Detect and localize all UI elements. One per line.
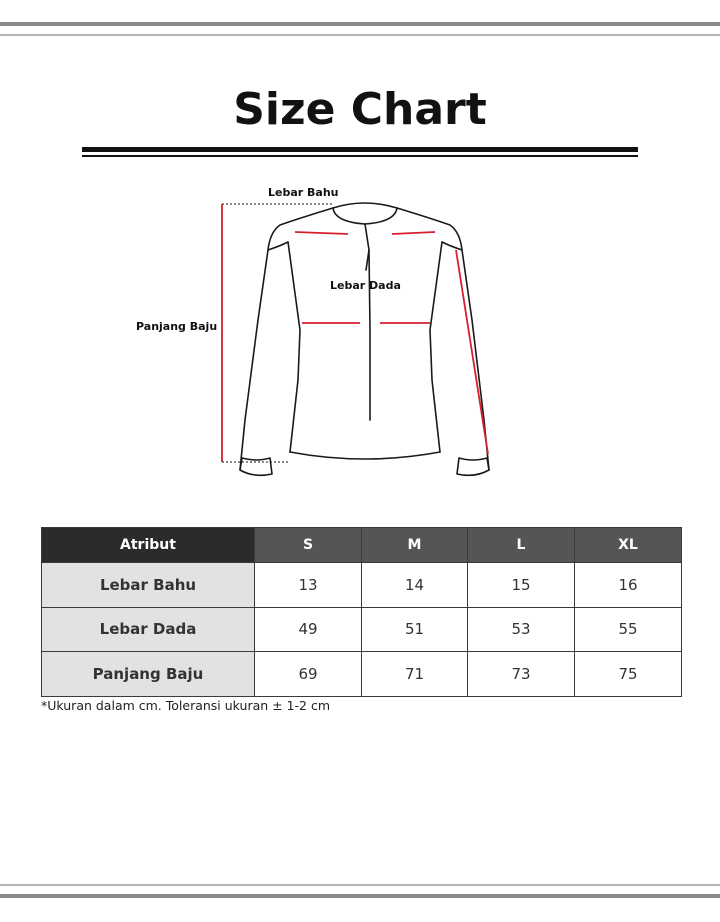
table-cell: 75 (575, 652, 682, 697)
shoulder-measure-right (392, 232, 435, 234)
table-cell: 73 (468, 652, 575, 697)
table-cell: 53 (468, 607, 575, 652)
table-cell: 71 (362, 652, 468, 697)
table-row (42, 563, 682, 608)
header-atribut: Atribut (42, 528, 255, 563)
table-row (42, 652, 682, 697)
row-label: Lebar Dada (42, 607, 255, 652)
header-size-s: S (255, 528, 362, 563)
label-panjang-baju: Panjang Baju (136, 320, 218, 333)
shoulder-measure-left (295, 232, 348, 234)
table-cell: 16 (575, 563, 682, 608)
table-cell: 51 (362, 607, 468, 652)
label-lebar-dada: Lebar Dada (330, 279, 401, 292)
table-cell: 69 (255, 652, 362, 697)
sleeve-measure (456, 250, 488, 454)
row-label: Panjang Baju (42, 652, 255, 697)
header-size-m: M (362, 528, 468, 563)
size-note: *Ukuran dalam cm. Toleransi ukuran ± 1-2 cm (41, 698, 331, 713)
table-header-row (42, 528, 682, 563)
table-cell: 55 (575, 607, 682, 652)
table-cell: 49 (255, 607, 362, 652)
size-table (41, 527, 682, 697)
table-cell: 15 (468, 563, 575, 608)
table-cell: 14 (362, 563, 468, 608)
label-lebar-bahu: Lebar Bahu (268, 186, 339, 199)
table-cell: 13 (255, 563, 362, 608)
header-size-l: L (468, 528, 575, 563)
table-row (42, 607, 682, 652)
measure-lines (222, 204, 488, 462)
row-label: Lebar Bahu (42, 563, 255, 608)
guide-dashes (222, 204, 332, 462)
page-title: Size Chart (233, 84, 487, 135)
frame-bottom-line (0, 894, 720, 898)
header-size-xl: XL (575, 528, 682, 563)
frame-bottom-line-thin (0, 884, 720, 886)
shirt-outline (240, 203, 489, 475)
